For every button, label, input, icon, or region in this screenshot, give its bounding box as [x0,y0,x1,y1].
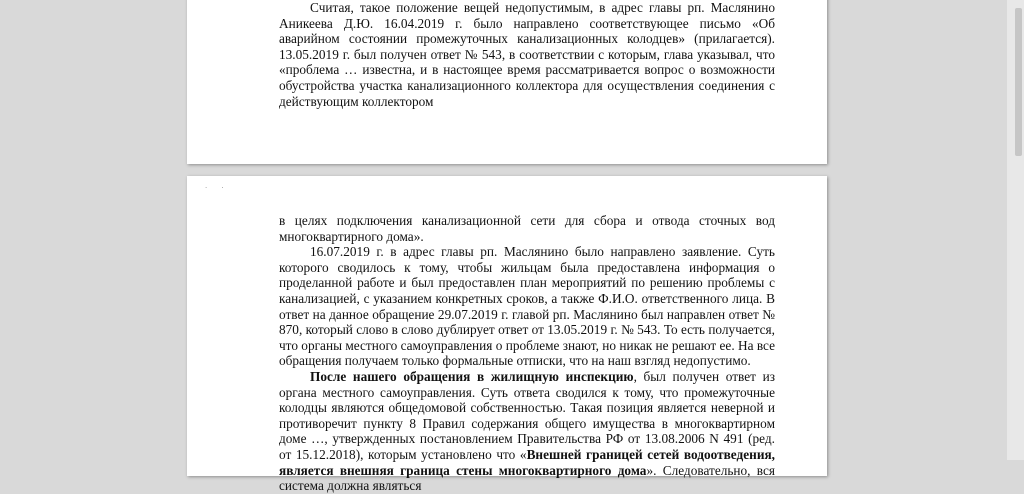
paragraph [279,369,775,494]
paragraph: Считая, такое положение вещей недопустимым, в адрес главы рп. Маслянино Аникеева Д.Ю. 16.04.2019 г. было направлено соответствующее письмо «Об аварийном состоянии промежуточных канализационных колодцев» (прилагается). 13.05.2019 г. был получен ответ № 543, в соответствии с которым, глава указывал, что «проблема … известна, и в настоящее время рассматривается вопрос о возможности обустройства участка канализационного коллектора для осуществления соединения с действующим коллектором [279,0,775,109]
document-page-2 [187,176,827,494]
paragraph: 16.07.2019 г. в адрес главы рп. Маслянино было направлено заявление. Суть которого сводилось к тому, чтобы жильцам была предоставлена информация о проделанной работе и был предоставлен план мероприятий по решению проблемы с канализацией, с указанием конкретных сроков, а также Ф.И.О. ответственного лица. В ответ на данное обращение 29.07.2019 г. главой рп. Маслянино был направлен ответ № 870, который слово в слово дублирует ответ от 13.05.2019 г. № 543. То есть получается, что органы местного самоуправления о проблеме знают, но никак не решают ее. На все обращения получаем только формальные отписки, что на наш взгляд недопустимо. [279,244,775,369]
vertical-scrollbar[interactable] [1007,0,1024,460]
page-marks: · · [205,184,230,192]
page-2-text [279,213,775,494]
scrollbar-thumb[interactable] [1015,8,1022,156]
page-1-text [279,0,775,109]
paragraph-text: ». Следовательно, вся система должна являться [279,462,775,494]
document-page-1 [187,0,827,164]
paragraph-text: , был получен ответ из органа местного самоуправления. Суть ответа сводился к тому, что промежуточные колодцы являются общедомовой собственностью. Такая позиция является неверной и противоречит пункту 8 Правил содержания общего имущества в многоквартирном доме …, утвержденных постановлением Правительства РФ от 13.08.2006 N 491 (ред. от 15.12.2018), которым установлено что « [279,368,775,462]
paragraph: в целях подключения канализационной сети для сбора и отвода сточных вод многоквартирного дома». [279,213,775,244]
bold-text: После нашего обращения в жилищную инспекцию [310,368,634,384]
bold-text: Внешней границей сетей водоотведения, является внешняя граница стены многоквартирного дома [279,446,776,478]
